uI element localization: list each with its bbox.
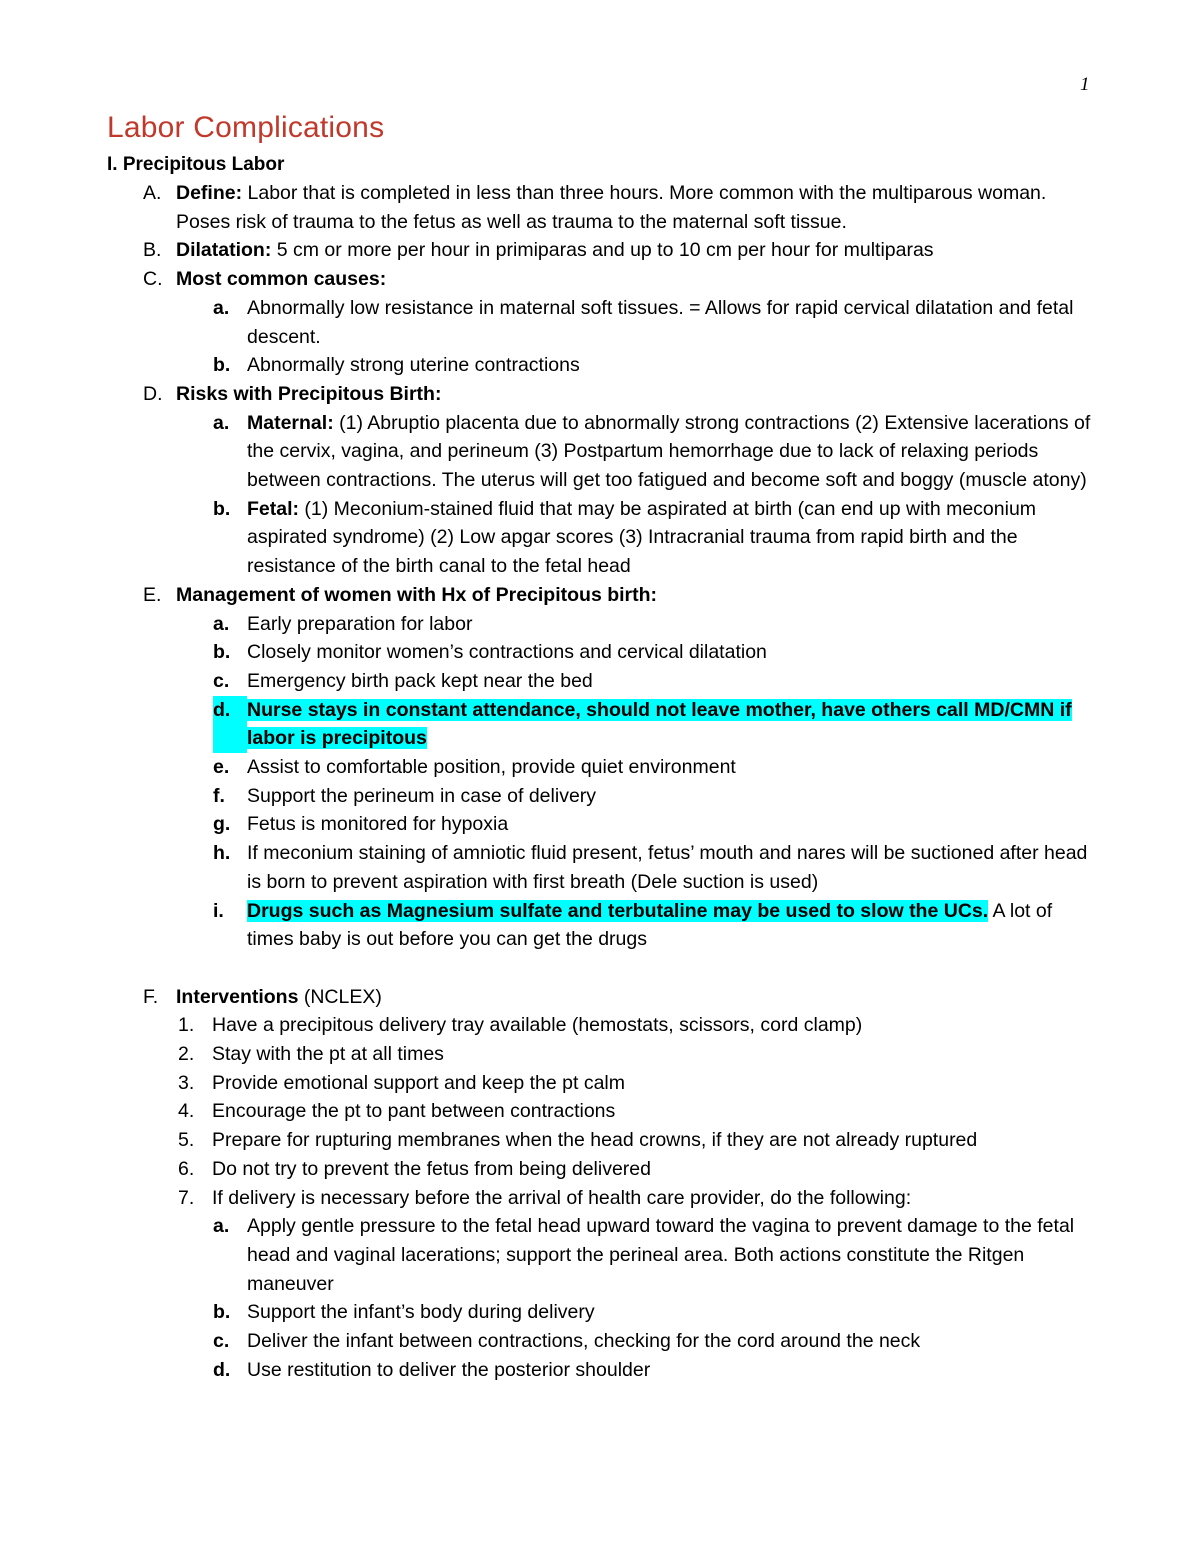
item-body: A lot of times baby is out before you can get the drugs (247, 899, 1053, 951)
item-marker: D. (143, 382, 163, 405)
item-label: Management of women with Hx of Precipitous birth: (176, 583, 658, 606)
item-text (247, 495, 1097, 581)
item-body: Labor that is completed in less than three hours. More common with the multiparous woman. Poses risk of trauma to the fetus as well as trauma to the maternal soft tissue. (176, 182, 1047, 233)
section-heading: I. Precipitous Labor (107, 154, 285, 175)
item-text (176, 380, 1096, 409)
item-marker: 4. (178, 1100, 195, 1123)
item-body: Support the perineum in case of delivery (247, 784, 597, 807)
blank-line (0, 954, 1200, 983)
item-text (247, 696, 1097, 753)
numbered-item (0, 1184, 1200, 1213)
item-marker: a. (213, 296, 230, 319)
item-body: (NCLEX) (298, 985, 382, 1008)
item-text (247, 409, 1097, 495)
sub-item (0, 1298, 1200, 1327)
outline-content (0, 179, 1200, 1385)
item-body: Have a precipitous delivery tray available (hemostats, scissors, cord clamp) (212, 1014, 863, 1037)
item-body: Assist to comfortable position, provide quiet environment (247, 756, 736, 779)
item-body: Fetus is monitored for hypoxia (247, 813, 509, 836)
item-marker: d. (213, 1358, 231, 1381)
item-marker: i. (213, 899, 224, 922)
sub-item (0, 495, 1200, 581)
item-marker: A. (143, 182, 162, 204)
item-marker: b. (213, 641, 231, 664)
sub-item (0, 610, 1200, 639)
item-marker: 2. (178, 1043, 195, 1066)
highlighted-text: Nurse stays in constant attendance, should not leave mother, have others call MD/CMN if labor is precipitous (247, 698, 1072, 750)
item-text (176, 236, 1096, 265)
sub-item (0, 667, 1200, 696)
item-body: Provide emotional support and keep the pt calm (212, 1071, 625, 1094)
sub-item (0, 1327, 1200, 1356)
numbered-item (0, 1155, 1200, 1184)
page-number: 1 (1080, 74, 1090, 95)
outline-item-d (0, 380, 1200, 409)
item-text (176, 265, 1096, 294)
outline-item-c (0, 265, 1200, 294)
item-marker: a. (213, 612, 230, 635)
item-marker: 1. (178, 1014, 195, 1037)
item-body: If meconium staining of amniotic fluid present, fetus’ mouth and nares will be suctioned after head is born to prevent aspiration with first breath (Dele suction is used) (247, 842, 1088, 893)
outline-item-e (0, 581, 1200, 610)
sub-item (0, 839, 1200, 896)
item-label: Most common causes: (176, 268, 387, 291)
item-body: If delivery is necessary before the arrival of health care provider, do the following: (212, 1186, 912, 1209)
item-marker: C. (143, 268, 163, 291)
item-marker: g. (213, 813, 231, 836)
item-marker: f. (213, 784, 225, 807)
numbered-item (0, 1011, 1200, 1040)
item-label: Fetal: (247, 497, 300, 520)
item-marker: c. (213, 1330, 230, 1353)
sub-item (0, 782, 1200, 811)
item-body: 5 cm or more per hour in primiparas and up to 10 cm per hour for multiparas (271, 239, 934, 262)
numbered-item (0, 1097, 1200, 1126)
sub-item (0, 294, 1200, 351)
sub-item-partial-highlight (0, 897, 1200, 954)
item-marker: 6. (178, 1157, 195, 1180)
item-body: Deliver the infant between contractions, checking for the cord around the neck (247, 1330, 921, 1353)
item-body: Abnormally low resistance in maternal soft tissues. = Allows for rapid cervical dilatation and fetal descent. (247, 296, 1074, 348)
item-marker: e. (213, 756, 230, 779)
item-label: Dilatation: (176, 239, 272, 262)
document-title: Labor Complications (107, 111, 385, 144)
item-marker: d. (213, 696, 247, 753)
item-label: Maternal: (247, 411, 334, 434)
outline-item-a (0, 179, 1200, 236)
item-marker: 7. (178, 1186, 195, 1209)
numbered-item (0, 1126, 1200, 1155)
item-text (247, 897, 1097, 954)
item-marker: b. (213, 1301, 231, 1324)
item-label: Define: (176, 182, 243, 204)
item-body: Prepare for rupturing membranes when the head crowns, if they are not already ruptured (212, 1129, 978, 1152)
item-marker: F. (143, 985, 159, 1008)
item-text (176, 581, 1096, 610)
item-body: Abnormally strong uterine contractions (247, 354, 580, 377)
numbered-item (0, 1040, 1200, 1069)
item-marker: E. (143, 583, 162, 606)
item-marker: a. (213, 1215, 230, 1238)
item-marker: b. (213, 497, 231, 520)
outline-item-b (0, 236, 1200, 265)
item-body: Use restitution to deliver the posterior shoulder (247, 1358, 651, 1381)
item-text (176, 179, 1096, 236)
item-body: Apply gentle pressure to the fetal head upward toward the vagina to prevent damage to the fetal head and vaginal lacerations; support the perineal area. Both actions constitute the Ritgen maneuver (247, 1215, 1075, 1295)
sub-item-highlighted (0, 696, 1200, 753)
item-body: Early preparation for labor (247, 612, 473, 635)
item-text (176, 983, 1096, 1012)
outline-item-f (0, 983, 1200, 1012)
item-body: Emergency birth pack kept near the bed (247, 669, 593, 692)
sub-item (0, 753, 1200, 782)
sub-item (0, 1356, 1200, 1385)
highlighted-text: Drugs such as Magnesium sulfate and terbutaline may be used to slow the UCs. (247, 899, 989, 922)
item-body: Stay with the pt at all times (212, 1043, 444, 1066)
sub-item (0, 810, 1200, 839)
item-body: Encourage the pt to pant between contractions (212, 1100, 616, 1123)
sub-item (0, 1212, 1200, 1298)
item-body: (1) Meconium-stained fluid that may be aspirated at birth (can end up with meconium aspirated syndrome) (2) Low apgar scores (3) Intracranial trauma from rapid birth and the resistance of the birth canal to the fetal head (247, 497, 1037, 578)
item-body: (1) Abruptio placenta due to abnormally strong contractions (2) Extensive lacerations of the cervix, vagina, and perineum (3) Postpartum hemorrhage due to lack of relaxing periods between contractions. The uterus will get too fatigued and become soft and boggy (muscle atony) (247, 411, 1091, 492)
numbered-item (0, 1069, 1200, 1098)
item-body: Support the infant’s body during delivery (247, 1301, 595, 1324)
item-marker: c. (213, 669, 230, 692)
sub-item (0, 351, 1200, 380)
item-body: Do not try to prevent the fetus from being delivered (212, 1157, 651, 1180)
sub-item (0, 409, 1200, 495)
item-marker: a. (213, 411, 230, 434)
item-marker: h. (213, 842, 231, 865)
item-body: Closely monitor women’s contractions and cervical dilatation (247, 641, 767, 664)
item-marker: B. (143, 239, 162, 262)
item-label: Interventions (176, 985, 299, 1008)
item-label: Risks with Precipitous Birth: (176, 382, 442, 405)
item-marker: 5. (178, 1129, 195, 1152)
sub-item (0, 638, 1200, 667)
item-marker: b. (213, 354, 231, 377)
item-marker: 3. (178, 1071, 195, 1094)
